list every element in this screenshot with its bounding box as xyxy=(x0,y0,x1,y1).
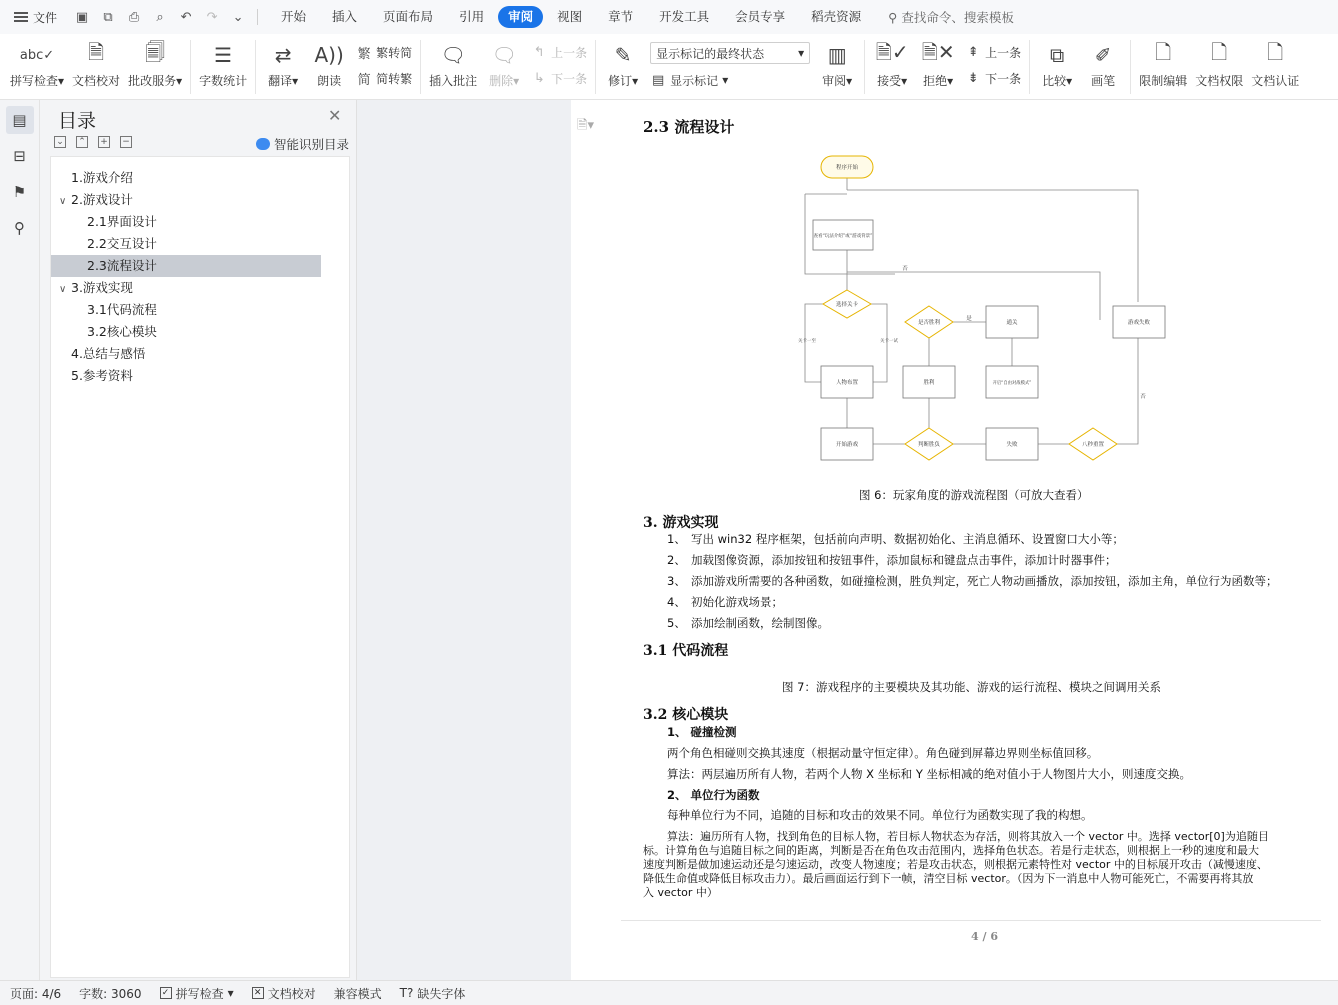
chevron-down-icon: ▾ xyxy=(798,46,805,60)
doc-permission-button[interactable] xyxy=(1191,40,1247,89)
accept-icon: 🗎✓ xyxy=(875,40,909,64)
chevron-down-icon[interactable]: ∨ xyxy=(59,284,67,295)
flow-label-unlock: 开启“自由对战模式” xyxy=(992,381,1032,386)
paragraph-line: 入 vector 中） xyxy=(643,886,718,899)
flow-label-start: 程序开始 xyxy=(835,165,859,171)
customize-chevron-icon[interactable]: ⌄ xyxy=(232,9,244,25)
toc-item[interactable] xyxy=(51,299,321,321)
checkbox-icon: ✓ xyxy=(160,987,172,999)
reject-icon: 🗎✕ xyxy=(921,40,955,64)
undo-icon[interactable]: ↶ xyxy=(180,9,192,25)
list-item-number: 5、 xyxy=(667,616,686,630)
batch-service-button[interactable]: 🗐 批改服务▾ xyxy=(128,40,183,88)
divider xyxy=(420,40,421,94)
flow-label-edge-left: 关卡一至 xyxy=(798,339,816,344)
toc-item[interactable] xyxy=(51,233,321,255)
compare-label: 比较 xyxy=(1042,74,1067,88)
connector-loop-top xyxy=(847,190,1138,302)
expand-all-icon[interactable]: ⌃ xyxy=(76,136,88,148)
paragraph-collision: 两个角色相碰则交换其速度（根据动量守恒定律）。角色碰到屏幕边界则坐标值回移。 xyxy=(667,746,1099,760)
next-comment-button[interactable] xyxy=(531,68,587,88)
spellcheck-icon: abc✓ xyxy=(19,47,55,63)
show-markup-button[interactable]: ▤ 显示标记 ▾ xyxy=(652,72,729,88)
page-indicator[interactable]: 页面: 4/6 xyxy=(10,986,62,1001)
divider xyxy=(595,40,596,94)
tab-chapter[interactable]: 章节 xyxy=(608,9,634,24)
revise-icon: ✎ xyxy=(614,43,632,67)
heading-2-3: 2.3 流程设计 xyxy=(643,118,735,136)
pen-button[interactable] xyxy=(1080,40,1126,89)
spellcheck-status-label: 拼写检查 xyxy=(175,986,224,1001)
prev-change-icon: ⇞ xyxy=(967,44,979,60)
prev-change-label: 上一条 xyxy=(985,45,1022,60)
translate-icon: ⇄ xyxy=(274,43,292,67)
tab-references[interactable]: 引用 xyxy=(459,9,485,24)
markup-group xyxy=(646,40,814,92)
proof-status-label: 文档校对 xyxy=(267,986,316,1001)
heading-3-2: 3.2 核心模块 xyxy=(643,707,729,723)
font-warning-icon: T? xyxy=(399,986,414,1000)
restrict-edit-button[interactable] xyxy=(1135,40,1191,89)
document-map-icon[interactable]: 🗎▾ xyxy=(577,118,594,133)
show-markup-icon: ▤ xyxy=(652,72,665,88)
connector-back-line xyxy=(847,272,1100,320)
flowchart-figure xyxy=(795,152,1175,472)
compat-mode: 兼容模式 xyxy=(333,986,382,1001)
revise-label: 修订 xyxy=(608,74,633,88)
ribbon-tabs xyxy=(268,6,874,28)
paragraph-collision-algo: 算法：两层遍历所有人物，若两个人物 X 坐标和 Y 坐标相减的绝对值小于人物图片大小，则速度交换。 xyxy=(667,767,1192,781)
spellcheck-button[interactable]: abc✓ 拼写检查▾ xyxy=(6,40,68,89)
accept-button[interactable]: 🗎✓ 接受▾ xyxy=(875,40,909,88)
flow-label-boss: 是否胜利 xyxy=(917,320,941,326)
flow-label-no-right: 否 xyxy=(1140,394,1146,400)
proof-icon: ✕ xyxy=(252,987,264,999)
toc-tools xyxy=(54,136,132,148)
list-item-number: 4、 xyxy=(667,595,686,609)
divider xyxy=(1130,40,1131,94)
list-item: 初始化游戏场景； xyxy=(691,595,783,609)
translate-label: 翻译 xyxy=(268,74,293,88)
paragraph-unit-behavior: 每种单位行为不同，追随的目标和攻击的效果不同。单位行为函数实现了我的构想。 xyxy=(667,808,1093,822)
figure-7-caption: 图 7：游戏程序的主要模块及其功能、游戏的运行流程、模块之间调用关系 xyxy=(782,680,1161,694)
prev-change-button[interactable] xyxy=(965,42,1021,62)
toc-item-label: 2.1界面设计 xyxy=(87,214,157,229)
divider xyxy=(1029,40,1030,94)
prev-comment-icon: ↰ xyxy=(533,44,545,60)
toc-item-label: 2.2交互设计 xyxy=(87,236,157,251)
delete-comment-button[interactable]: 🗨 删除▾ xyxy=(481,40,527,89)
flow-label-view: 查看“玩法介绍”或“游戏背景” xyxy=(813,234,873,239)
certify-icon: 🗋 xyxy=(1267,40,1284,64)
toc-item[interactable] xyxy=(51,277,321,299)
connector-retry-gamefail xyxy=(1115,338,1138,444)
next-change-label: 下一条 xyxy=(985,71,1022,86)
list-item-number: 3、 xyxy=(667,574,686,588)
toc-item[interactable] xyxy=(51,189,321,211)
trad-to-simp-label: 繁转简 xyxy=(376,45,413,60)
insert-comment-label: 插入批注 xyxy=(429,74,478,88)
prev-comment-button[interactable] xyxy=(531,42,587,62)
flow-label-judge: 判断胜负 xyxy=(917,442,941,448)
toc-item-label: 3.1代码流程 xyxy=(87,302,157,317)
paragraph-line: 标。计算角色与追随目标之间的距离，判断是否在角色攻击范围内，选择角色状态。若是行走状态，则根据上一秒的速度和最大 xyxy=(643,844,1259,857)
divider xyxy=(257,9,258,25)
doc-proof-icon: 🗎 xyxy=(88,40,105,64)
list-item: 添加绘制函数，绘制图像。 xyxy=(691,616,829,630)
read-aloud-icon: A)) xyxy=(314,43,344,67)
print-preview-icon[interactable]: ⌕ xyxy=(156,9,164,25)
hamburger-icon xyxy=(14,12,28,22)
toc-item-label: 2.游戏设计 xyxy=(71,192,133,207)
simp-to-trad-label: 简转繁 xyxy=(376,71,413,86)
tab-view[interactable]: 视图 xyxy=(557,9,583,24)
menu-bar xyxy=(0,0,1338,34)
toc-item-label: 3.2核心模块 xyxy=(87,324,157,339)
export-pdf-icon[interactable]: ⧉ xyxy=(103,9,113,25)
flow-label-pass: 通关 xyxy=(1006,320,1018,326)
flow-label-no-top: 否 xyxy=(902,266,908,272)
missing-fonts-label: 缺失字体 xyxy=(417,986,466,1001)
quick-access-toolbar xyxy=(71,6,262,28)
review-pane-icon: ▥ xyxy=(827,43,847,67)
show-markup-label: 显示标记 xyxy=(670,73,719,88)
flow-label-yes: 是 xyxy=(966,316,972,322)
markup-state-value: 显示标记的最终状态 xyxy=(656,46,765,61)
reject-label: 拒绝 xyxy=(923,74,948,88)
proof-status[interactable] xyxy=(252,985,316,1002)
toc-item-label: 3.游戏实现 xyxy=(71,280,133,295)
save-icon[interactable]: ▣ xyxy=(75,9,89,25)
flow-label-retry: 八秒重置 xyxy=(1081,442,1105,448)
toc-item[interactable] xyxy=(51,365,321,387)
toc-item[interactable] xyxy=(51,343,321,365)
review-pane-button[interactable]: ▥ 审阅▾ xyxy=(814,40,860,89)
file-menu[interactable] xyxy=(0,9,67,26)
flow-label-win: 胜利 xyxy=(923,380,935,386)
toc-item-label: 4.总结与感悟 xyxy=(71,346,146,361)
tab-review[interactable]: 审阅 xyxy=(498,6,543,28)
divider xyxy=(255,40,256,94)
document-page xyxy=(571,100,1338,980)
list-item: 写出 win32 程序框架，包括前向声明、数据初始化、主消息循环、设置窗口大小等； xyxy=(691,532,1124,546)
delete-comment-icon: 🗨 xyxy=(491,43,517,67)
command-search[interactable] xyxy=(888,8,1014,26)
heading-3-1: 3.1 代码流程 xyxy=(643,643,729,659)
paragraph-line: 降低生命值或降低目标攻击力）。最后画面运行到下一帧，清空目标 vector。（因为下一消息中人物可能死亡，不需要再将其放 xyxy=(643,872,1254,885)
review-pane-label: 审阅 xyxy=(822,74,847,88)
missing-fonts-button[interactable] xyxy=(400,985,466,1002)
prev-comment-label: 上一条 xyxy=(551,45,588,60)
list-item: 添加游戏所需要的各种函数，如碰撞检测，胜负判定，死亡人物动画播放，添加按钮，添加主角，单位行为函数等； xyxy=(691,574,1278,588)
toc-item[interactable] xyxy=(51,321,321,343)
restrict-edit-label: 限制编辑 xyxy=(1139,74,1188,88)
page-footer-line xyxy=(621,920,1321,921)
batch-service-icon: 🗐 xyxy=(145,40,166,64)
batch-service-label: 批改服务 xyxy=(128,74,177,88)
word-count-icon: ☰ xyxy=(214,43,233,67)
toc-item-label: 1.游戏介绍 xyxy=(71,170,133,185)
figure-6-caption: 图 6：玩家角度的游戏流程图（可放大查看） xyxy=(859,488,1089,502)
translate-button[interactable]: ⇄ 翻译▾ xyxy=(260,40,306,89)
compare-icon: ⧉ xyxy=(1050,43,1065,67)
toc-title: 目录 xyxy=(58,110,97,132)
flow-label-select: 选择关卡 xyxy=(835,302,859,308)
word-count-button[interactable] xyxy=(195,40,251,89)
compare-button[interactable]: ⧉ 比较▾ xyxy=(1034,40,1080,89)
chinese-convert-group xyxy=(352,40,416,90)
toc-nav-icon[interactable]: ▤ xyxy=(6,106,34,134)
page-gutter xyxy=(357,100,571,980)
subheading-collision: 1、 碰撞检测 xyxy=(667,725,737,739)
chapter-nav-icon[interactable]: ⊟ xyxy=(13,147,26,165)
simp-to-trad-icon: 简 xyxy=(357,72,371,88)
paragraph-line: 算法：遍历所有人物，找到角色的目标人物，若目标人物状态为存活，则将其放入一个 vector 中。选择 vector[0]为追随目 xyxy=(667,830,1269,843)
permission-icon: 🗋 xyxy=(1211,40,1228,64)
doc-certify-label: 文档认证 xyxy=(1251,74,1300,88)
redo-icon[interactable]: ↷ xyxy=(206,9,218,25)
tab-docer[interactable]: 稻壳资源 xyxy=(811,9,862,24)
next-change-icon: ⇟ xyxy=(967,70,979,86)
spellcheck-label: 拼写检查 xyxy=(10,74,59,88)
flow-label-fail: 失败 xyxy=(1006,442,1018,448)
trad-to-simp-icon: 繁 xyxy=(357,46,371,62)
review-ribbon xyxy=(0,34,1338,100)
flow-label-begin: 开始游戏 xyxy=(835,442,859,448)
insert-comment-button[interactable] xyxy=(425,40,481,89)
list-item-number: 2、 xyxy=(667,553,686,567)
delete-comment-label: 删除 xyxy=(489,74,514,88)
tab-page-layout[interactable]: 页面布局 xyxy=(383,9,434,24)
smart-toc-label: 智能识别目录 xyxy=(274,137,350,152)
search-icon[interactable]: ⚲ xyxy=(14,219,25,237)
list-item-number: 1、 xyxy=(667,532,686,546)
pen-label: 画笔 xyxy=(1091,74,1116,88)
markup-state-select[interactable] xyxy=(650,42,810,64)
spellcheck-status[interactable]: ✓ 拼写检查 ▾ xyxy=(160,985,234,1002)
change-nav-group xyxy=(961,40,1025,90)
divider xyxy=(190,40,191,94)
tab-developer[interactable]: 开发工具 xyxy=(659,9,710,24)
doc-proof-button[interactable] xyxy=(68,40,124,89)
word-count-label: 字数统计 xyxy=(199,74,248,88)
flow-label-character: 人物布置 xyxy=(835,380,859,386)
collapse-all-icon[interactable]: ⌄ xyxy=(54,136,66,148)
toc-list xyxy=(50,156,350,978)
flow-label-game-fail: 游戏失败 xyxy=(1127,320,1151,326)
insert-comment-icon: 🗨 xyxy=(440,43,466,67)
read-aloud-label: 朗读 xyxy=(317,74,342,88)
bookmark-icon[interactable]: ⚑ xyxy=(12,183,27,201)
toc-item[interactable] xyxy=(51,211,321,233)
comment-nav-group xyxy=(527,40,591,90)
print-icon[interactable]: ⎙ xyxy=(128,9,140,25)
trad-to-simp-button[interactable] xyxy=(356,42,412,62)
toc-item[interactable] xyxy=(51,167,321,189)
chevron-down-icon[interactable]: ∨ xyxy=(59,196,67,207)
pen-icon: ✐ xyxy=(1094,43,1112,67)
tab-member[interactable]: 会员专享 xyxy=(735,9,786,24)
accept-label: 接受 xyxy=(877,74,902,88)
doc-proof-label: 文档校对 xyxy=(72,74,121,88)
next-comment-label: 下一条 xyxy=(551,71,588,86)
tab-insert[interactable]: 插入 xyxy=(332,9,358,24)
subheading-unit-behavior: 2、 单位行为函数 xyxy=(667,788,760,802)
word-count-indicator[interactable]: 字数: 3060 xyxy=(79,986,142,1001)
doc-permission-label: 文档权限 xyxy=(1195,74,1244,88)
simp-to-trad-button[interactable] xyxy=(356,68,412,88)
remove-heading-icon[interactable]: − xyxy=(120,136,132,148)
toc-item-label: 2.3流程设计 xyxy=(87,258,157,273)
heading-3: 3. 游戏实现 xyxy=(643,515,719,531)
divider xyxy=(864,40,865,94)
revise-button[interactable]: ✎ 修订▾ xyxy=(600,40,646,89)
read-aloud-button[interactable] xyxy=(306,40,352,89)
list-item: 加载图像资源，添加按钮和按钮事件，添加鼠标和键盘点击事件，添加计时器事件； xyxy=(691,553,1117,567)
toc-item-label: 5.参考资料 xyxy=(71,368,133,383)
nav-rail xyxy=(0,100,40,980)
lock-doc-icon: 🗋 xyxy=(1155,40,1172,64)
tab-home[interactable]: 开始 xyxy=(281,9,307,24)
reject-button[interactable]: 🗎✕ 拒绝▾ xyxy=(921,40,955,88)
search-icon: ⚲ xyxy=(888,9,898,25)
close-icon[interactable]: ✕ xyxy=(328,106,342,125)
flow-label-edge-right: 关卡一试 xyxy=(880,339,898,344)
smart-toc-button[interactable] xyxy=(256,135,349,153)
doc-certify-button[interactable] xyxy=(1247,40,1303,89)
add-heading-icon[interactable]: + xyxy=(98,136,110,148)
next-comment-icon: ↳ xyxy=(533,70,545,86)
file-menu-label: 文件 xyxy=(33,10,58,25)
toc-item[interactable] xyxy=(51,255,321,277)
page-number: 4 / 6 xyxy=(971,930,998,943)
command-search-placeholder: 查找命令、搜索模板 xyxy=(901,10,1014,25)
paragraph-line: 速度判断是做加速运动还是匀速运动，改变人物速度；若是攻击状态，则根据元素特性对 vector 中的目标展开攻击（减慢速度、 xyxy=(643,858,1268,871)
toc-panel xyxy=(40,100,357,980)
ai-icon xyxy=(256,138,270,150)
next-change-button[interactable] xyxy=(965,68,1021,88)
status-bar xyxy=(0,980,1338,1005)
